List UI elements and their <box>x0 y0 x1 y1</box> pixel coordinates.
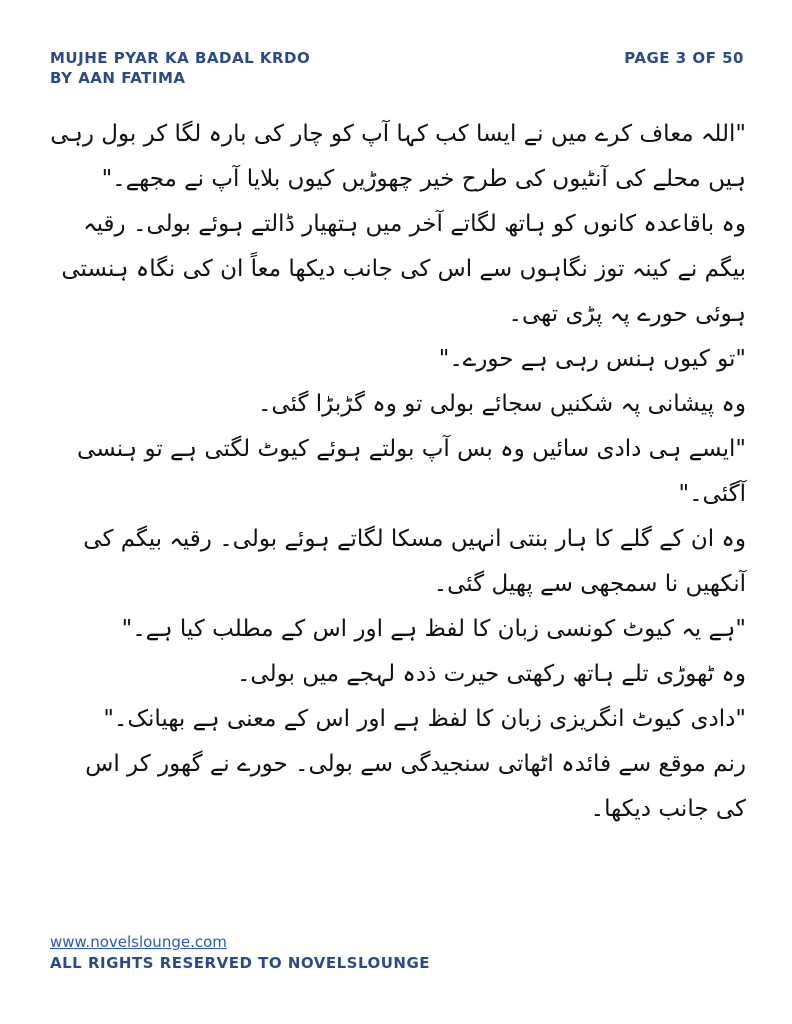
paragraph: "ایسے ہی دادی سائیں وہ بس آپ بولتے ہوئے کیوٹ لگتی ہے تو ہنسی آگئی۔" <box>77 436 746 507</box>
paragraph: وہ باقاعدہ کانوں کو ہاتھ لگاتے آخر میں ہتھیار ڈالتے ہوئے بولی۔ رقیہ بیگم نے کینہ توز نگاہوں سے اس کی جانب دیکھا معاً ان کی نگاہ ہنستی ہوئی حورے پہ پڑی تھی۔ <box>61 211 746 327</box>
paragraph: "دادی کیوٹ انگریزی زبان کا لفظ ہے اور اس کے معنی ہے بھیانک۔" <box>103 706 746 732</box>
paragraph: "ہے یہ کیوٹ کونسی زبان کا لفظ ہے اور اس کے مطلب کیا ہے۔" <box>121 616 746 642</box>
page-header-right <box>624 48 744 68</box>
page-footer <box>50 932 430 974</box>
page-header-left <box>50 48 310 88</box>
paragraph: "اللہ معاف کرے میں نے ایسا کب کہا آپ کو چار کی بارہ لگا کر بول رہی ہیں محلے کی آنٹیوں کی طرح خیر چھوڑیں کیوں بلایا آپ نے مجھے۔" <box>50 121 746 192</box>
story-body <box>50 112 746 832</box>
paragraph: وہ پیشانی پہ شکنیں سجائے بولی تو وہ گڑبڑا گئی۔ <box>257 391 746 417</box>
paragraph: رنم موقع سے فائدہ اٹھاتی سنجیدگی سے بولی۔ حورے نے گھور کر اس کی جانب دیکھا۔ <box>85 751 746 822</box>
novel-title: MUJHE PYAR KA BADAL KRDO <box>50 49 311 67</box>
author-name: BY AAN FATIMA <box>50 69 186 87</box>
page-indicator: PAGE 3 OF 50 <box>624 49 744 67</box>
website-link[interactable]: www.novelslounge.com <box>50 933 227 951</box>
paragraph: وہ ان کے گلے کا ہار بنتی انہیں مسکا لگاتے ہوئے بولی۔ رقیہ بیگم کی آنکھیں نا سمجھی سے پھیل گئی۔ <box>83 526 746 597</box>
paragraph: وہ ٹھوڑی تلے ہاتھ رکھتی حیرت ذدہ لہجے میں بولی۔ <box>236 661 746 687</box>
paragraph: "تو کیوں ہنس رہی ہے حورے۔" <box>438 346 746 372</box>
rights-notice: ALL RIGHTS RESERVED TO NOVELSLOUNGE <box>50 954 431 972</box>
